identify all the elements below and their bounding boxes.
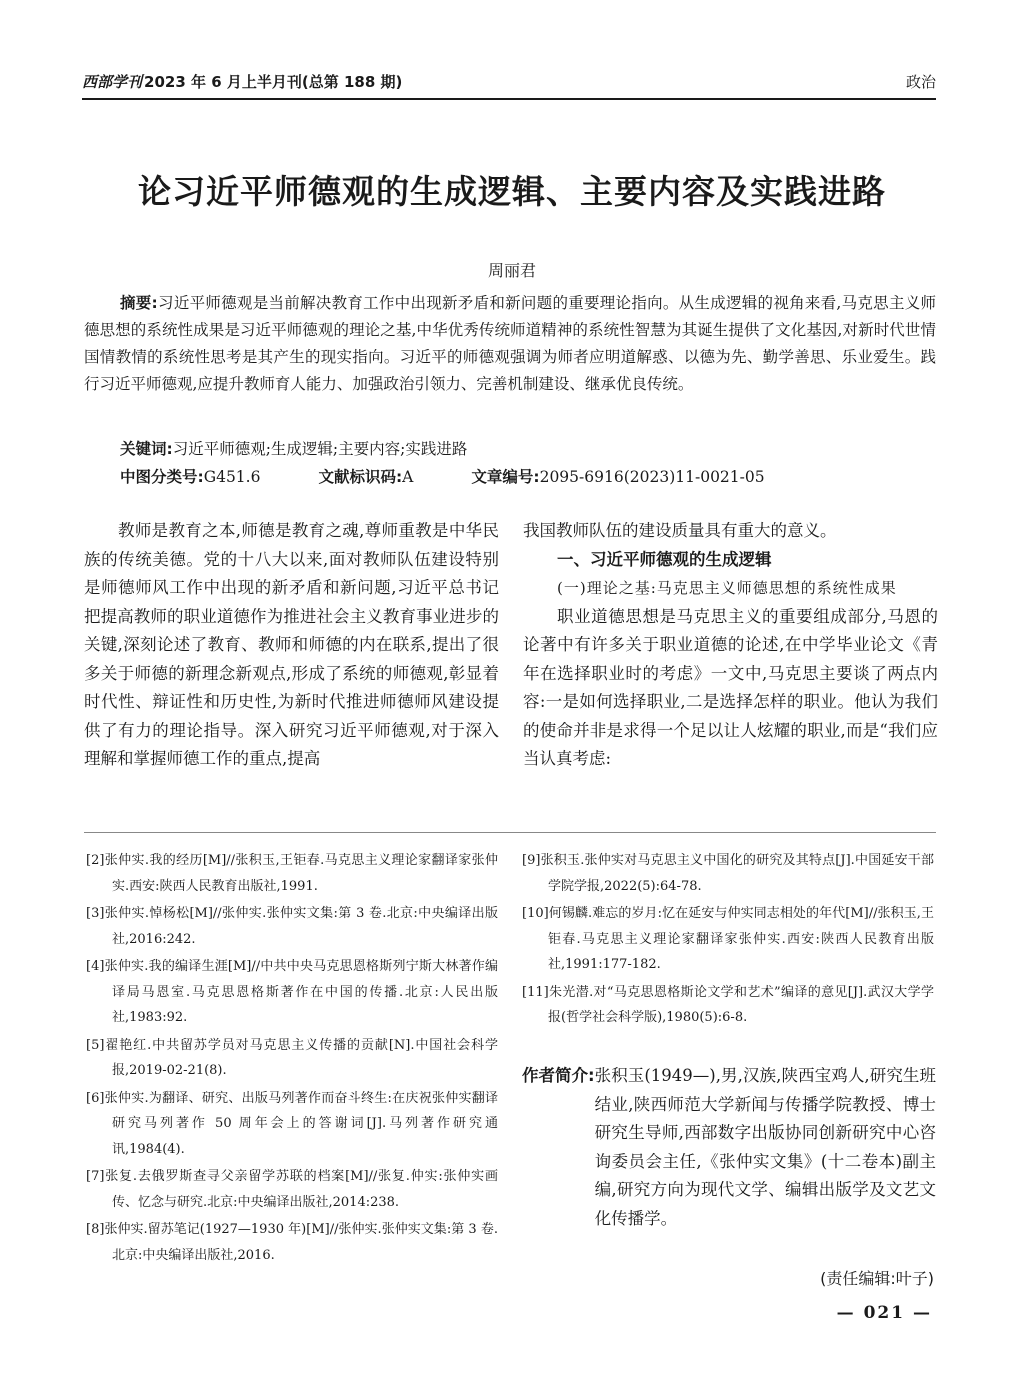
journal-logo: 西部学刊 (82, 73, 143, 91)
author-name: 周丽君 (487, 261, 536, 280)
body-column-right (523, 517, 938, 774)
responsible-editor: (责任编辑:叶子) (820, 1269, 934, 1288)
author-bio-label: 作者简介: (522, 1066, 595, 1085)
abstract (84, 290, 936, 398)
references-left (86, 848, 498, 1270)
reference-item: [10]何锡麟.难忘的岁月:忆在延安与仲实同志相处的年代[M]//张积玉,王钜春.马克思主义理论家翻译家张仲实.西安:陕西人民教育出版社,1991:177-182. (522, 906, 934, 972)
subsection-heading: (一)理论之基:马克思主义师德思想的系统性成果 (557, 579, 897, 597)
keywords-label: 关键词: (120, 440, 173, 458)
article-number-value: 2095-6916(2023)11-0021-05 (539, 468, 765, 486)
running-header (82, 70, 936, 100)
abstract-text: 习近平师德观是当前解决教育工作中出现新矛盾和新问题的重要理论指向。从生成逻辑的视角来看,马克思主义师德思想的系统性成果是习近平师德观的理论之基,中华优秀传统师道精神的系统性智慧为其诞生提供了文化基因,对新时代世情国情教情的系统性思考是其产生的现实指向。习近平的师德观强调为师者应明道解惑、以德为先、勤学善思、乐业爱生。践行习近平师德观,应提升教师育人能力、加强政治引领力、完善机制建设、继承优良传统。 (84, 294, 937, 393)
article-number (471, 465, 764, 487)
section-heading: 一、习近平师德观的生成逻辑 (557, 549, 772, 569)
document-code-label: 文献标识码: (318, 468, 403, 486)
section-name: 政治 (905, 73, 936, 91)
reference-item: [5]翟艳红.中共留苏学员对马克思主义传播的贡献[N].中国社会科学报,2019-02-21(8). (86, 1037, 498, 1078)
reference-item: [9]张积玉.张仲实对马克思主义中国化的研究及其特点[J].中国延安干部学院学报,2022(5):64-78. (522, 853, 934, 894)
header-left (82, 71, 402, 92)
abstract-label: 摘要: (120, 294, 158, 312)
body-paragraph-continued: 我国教师队伍的建设质量具有重大的意义。 (523, 521, 837, 540)
keywords-text: 习近平师德观;生成逻辑;主要内容;实践进路 (172, 440, 468, 458)
article-title: 论习近平师德观的生成逻辑、主要内容及实践进路 (138, 172, 886, 211)
reference-item: [8]张仲实.留苏笔记(1927—1930 年)[M]//张仲实.张仲实文集:第 3 卷.北京:中央编译出版社,2016. (86, 1222, 498, 1263)
author-bio (522, 1062, 936, 1233)
keywords (120, 437, 467, 459)
reference-item: [7]张复.去俄罗斯查寻父亲留学苏联的档案[M]//张复.仲实:张仲实画传、忆念与研究.北京:中央编译出版社,2014:238. (86, 1169, 498, 1210)
footnote-divider (84, 832, 936, 833)
document-code (318, 465, 413, 487)
reference-item: [4]张仲实.我的编译生涯[M]//中共中央马克思恩格斯列宁斯大林著作编译局马恩室.马克思恩格斯著作在中国的传播.北京:人民出版社,1983:92. (86, 959, 498, 1025)
body-paragraph: 教师是教育之本,师德是教育之魂,尊师重教是中华民族的传统美德。党的十八大以来,面对教师队伍建设特别是师德师风工作中出现的新矛盾和新问题,习近平总书记把提高教师的职业道德作为推进社会主义教育事业进步的关键,深刻论述了教育、教师和师德的内在联系,提出了很多关于师德的新理念新观点,形成了系统的师德观,彰显着时代性、辩证性和历史性,为新时代推进师德师风建设提供了有力的理论指导。深入研究习近平师德观,对于深入理解和掌握师德工作的重点,提高 (84, 521, 499, 768)
reference-item: [3]张仲实.悼杨松[M]//张仲实.张仲实文集:第 3 卷.北京:中央编译出版社,2016:242. (86, 906, 498, 947)
author-bio-row (522, 1062, 936, 1233)
reference-item: [2]张仲实.我的经历[M]//张积玉,王钜春.马克思主义理论家翻译家张仲实.西安:陕西人民教育出版社,1991. (86, 853, 498, 894)
classification-line (120, 465, 823, 487)
reference-item: [11]朱光潜.对“马克思恩格斯论文学和艺术”编译的意见[J].武汉大学学报(哲学社会科学版),1980(5):6-8. (522, 984, 934, 1025)
references-right (522, 848, 934, 1033)
document-code-value: A (402, 468, 414, 486)
reference-item: [6]张仲实.为翻译、研究、出版马列著作而奋斗终生:在庆祝张仲实翻译研究马列著作 50 周年会上的答谢词[J].马列著作研究通讯,1984(4). (86, 1090, 498, 1157)
body-paragraph: 职业道德思想是马克思主义的重要组成部分,马恩的论著中有许多关于职业道德的论述,在中学毕业论文《青年在选择职业时的考虑》一文中,马克思主要谈了两点内容:一是如何选择职业,二是选择怎样的职业。他认为我们的使命并非是求得一个足以让人炫耀的职业,而是“我们应当认真考虑: (523, 606, 938, 768)
issue-info: 2023 年 6 月上半月刊(总第 188 期) (144, 73, 403, 91)
clc-number (120, 465, 260, 487)
author-bio-text: 张积玉(1949—),男,汉族,陕西宝鸡人,研究生班结业,陕西师范大学新闻与传播学院教授、博士研究生导师,西部数字出版协同创新研究中心咨询委员会主任,《张仲实文集》(十二卷本)副主编,研究方向为现代文学、编辑出版学及文艺文化传播学。 (594, 1066, 936, 1228)
page-number: — 021 — (836, 1303, 932, 1323)
clc-label: 中图分类号: (120, 468, 204, 486)
body-column-left (84, 517, 499, 774)
article-number-label: 文章编号: (471, 468, 540, 486)
clc-value: G451.6 (203, 468, 261, 486)
